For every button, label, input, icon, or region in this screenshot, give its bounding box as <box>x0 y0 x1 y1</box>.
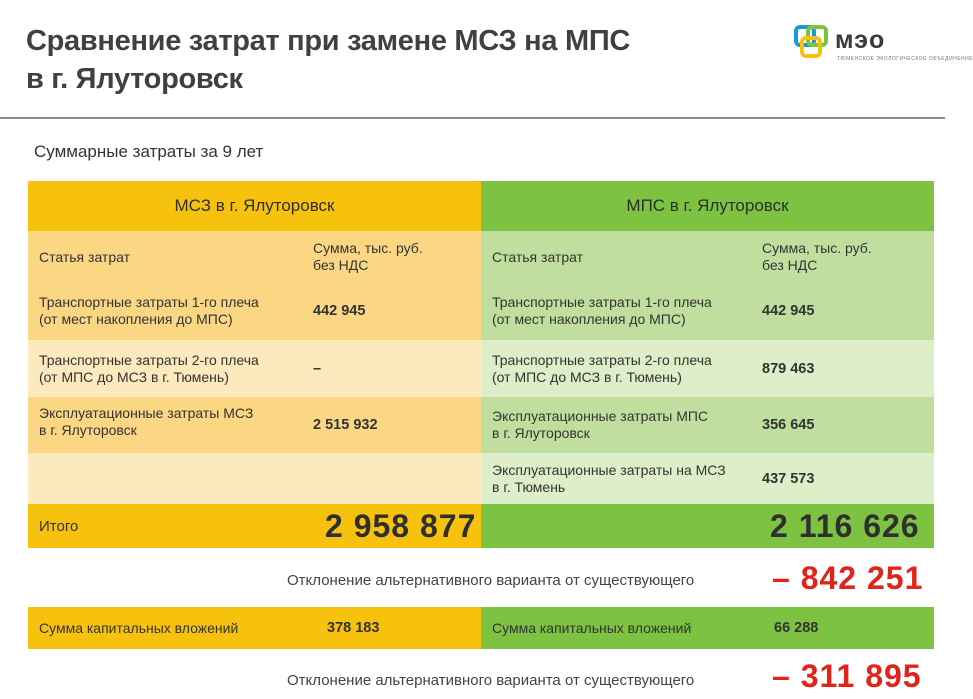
row-label: Эксплуатационные затраты МПС <box>492 408 709 424</box>
table-row <box>481 340 760 397</box>
row-label: Транспортные затраты 2-го плеча <box>492 351 712 368</box>
row-label: Транспортные затраты 1-го плеча <box>492 294 712 310</box>
row-label: Эксплуатационные затраты МСЗ <box>39 405 254 421</box>
right-total-value: 2 116 626 <box>760 504 934 548</box>
logo-wordmark: мэо <box>835 26 886 54</box>
company-logo <box>793 22 973 66</box>
deviation-capital-value: – 311 895 <box>772 658 922 694</box>
table-row <box>28 282 311 340</box>
logo-mark-icon <box>793 22 833 62</box>
right-col-sum-line2: без НДС <box>762 256 818 273</box>
table-row <box>28 340 311 397</box>
left-capital-value: 378 183 <box>311 607 481 649</box>
table-row <box>481 453 760 504</box>
row-label: Транспортные затраты 2-го плеча <box>39 351 259 368</box>
left-col-sum-line2: без НДС <box>313 256 369 273</box>
row-label: в г. Тюмень <box>492 478 566 495</box>
deviation-label-2: Отклонение альтернативного варианта от существующего <box>287 672 695 689</box>
left-col-sum-line1: Сумма, тыс. руб. <box>313 239 423 256</box>
row-label: в г. Ялуторовск <box>492 425 590 441</box>
title-line-1: Сравнение затрат при замене МСЗ на МПС <box>26 25 631 57</box>
row-label: (от МПС до МСЗ в г. Тюмень) <box>492 368 682 385</box>
row-label: Эксплуатационные затраты на МСЗ <box>492 461 726 478</box>
empty-row <box>28 453 481 504</box>
logo-tagline: ТЮМЕНСКОЕ ЭКОЛОГИЧЕСКОЕ ОБЪЕДИНЕНИЕ <box>837 56 973 62</box>
left-total-value: 2 958 877 <box>311 504 481 548</box>
page-title <box>26 22 630 98</box>
left-capital-label: Сумма капитальных вложений <box>28 607 311 649</box>
row-label: (от мест накопления до МПС) <box>39 311 233 327</box>
deviation-label: Отклонение альтернативного варианта от существующего <box>287 572 695 589</box>
row-label: Транспортные затраты 1-го плеча <box>39 294 259 310</box>
row-label: (от мест накопления до МПС) <box>492 311 686 327</box>
left-heading: МСЗ в г. Ялуторовск <box>28 181 481 231</box>
table-row <box>481 282 760 340</box>
right-capital-value: 66 288 <box>760 607 934 649</box>
row-value: 879 463 <box>760 340 934 397</box>
deviation-total-value: – 842 251 <box>772 560 924 596</box>
right-capital-label: Сумма капитальных вложений <box>481 607 760 649</box>
total-label: Итого <box>28 504 311 548</box>
row-value: 442 945 <box>760 282 934 340</box>
row-value: 442 945 <box>311 282 481 340</box>
table-row <box>28 397 311 453</box>
right-col-item-header: Статья затрат <box>481 231 760 282</box>
right-col-sum-line1: Сумма, тыс. руб. <box>762 239 872 256</box>
row-value: 2 515 932 <box>311 397 481 453</box>
left-col-item-header: Статья затрат <box>28 231 311 282</box>
table-subtitle: Суммарные затраты за 9 лет <box>34 142 264 161</box>
row-value: 437 573 <box>760 453 934 504</box>
row-label: (от МПС до МСЗ в г. Тюмень) <box>39 368 229 385</box>
row-label: в г. Ялуторовск <box>39 422 137 438</box>
header-divider <box>0 117 945 119</box>
title-line-2: в г. Ялуторовск <box>26 63 243 95</box>
left-col-sum-header <box>311 231 481 282</box>
row-value: 356 645 <box>760 397 934 453</box>
right-heading: МПС в г. Ялуторовск <box>481 181 934 231</box>
row-value: – <box>311 340 481 397</box>
table-row <box>481 397 760 453</box>
right-col-sum-header <box>760 231 934 282</box>
right-total-spacer <box>481 504 760 548</box>
